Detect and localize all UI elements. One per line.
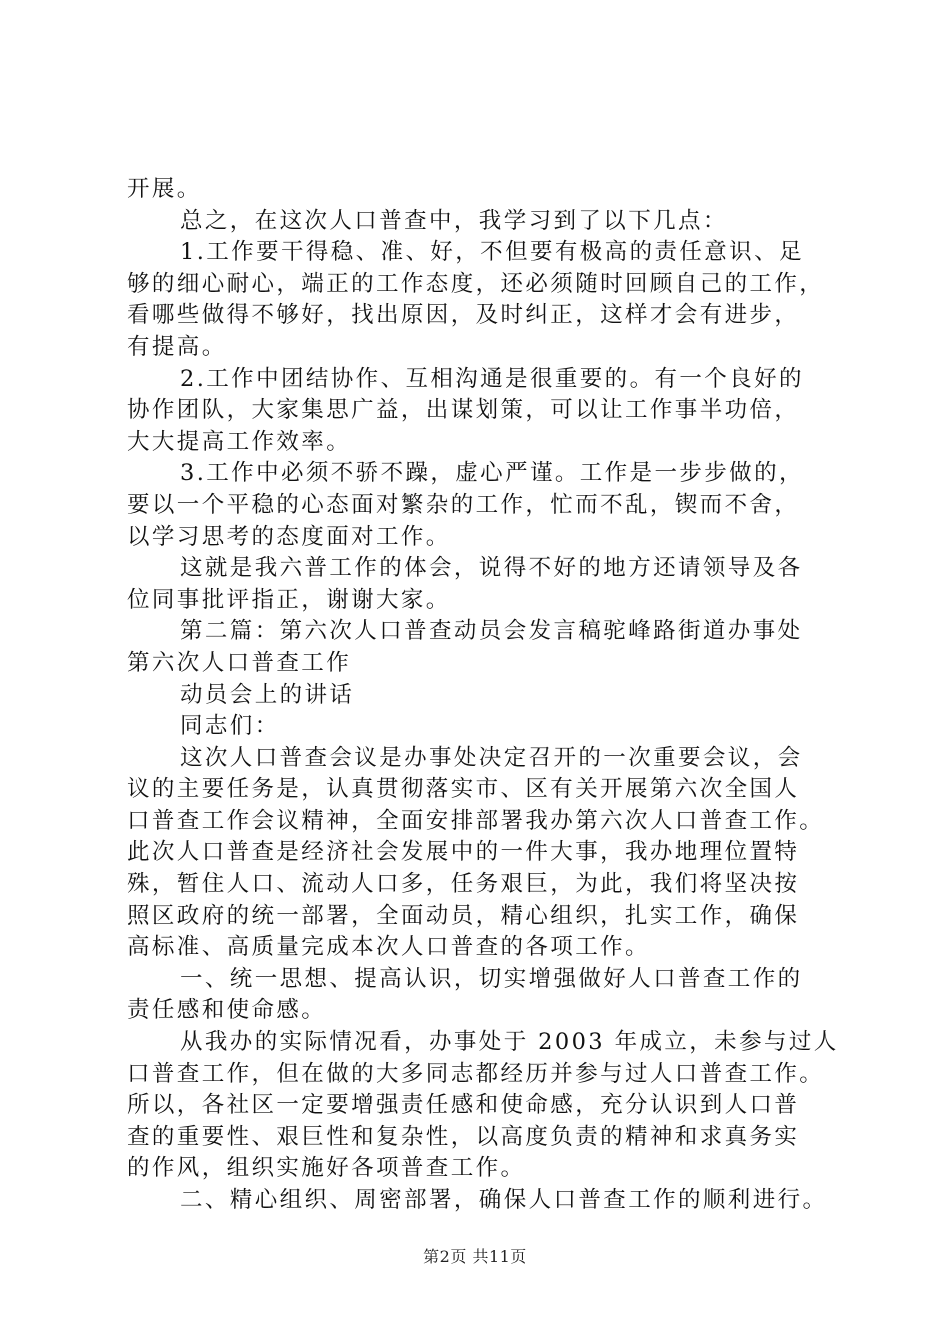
text-line: 大大提高工作效率。 (127, 428, 352, 455)
section-heading: 第二篇：第六次人口普查动员会发言稿驼峰路街道办事处 (180, 618, 803, 645)
text-line: 查的重要性、艰巨性和复杂性，以高度负责的精神和求真务实 (127, 1123, 800, 1150)
text-line: 以学习思考的态度面对工作。 (127, 523, 451, 550)
text-line: 这就是我六普工作的体会，说得不好的地方还请领导及各 (180, 555, 803, 582)
text-line: 3.工作中必须不骄不躁，虚心严谨。工作是一步步做的， (180, 460, 804, 487)
text-line: 责任感和使命感。 (127, 997, 327, 1024)
text-line: 殊，暂住人口、流动人口多，任务艰巨，为此，我们将坚决按 (127, 871, 800, 898)
text-line: 所以，各社区一定要增强责任感和使命感，充分认识到人口普 (127, 1092, 800, 1119)
text-line: 二、精心组织、周密部署，确保人口普查工作的顺利进行。 (180, 1187, 828, 1213)
text-line: 口普查工作，但在做的大多同志都经历并参与过人口普查工作。 (127, 1060, 825, 1087)
text-line: 照区政府的统一部署，全面动员，精心组织，扎实工作，确保 (127, 902, 800, 929)
text-line: 高标准、高质量完成本次人口普查的各项工作。 (127, 934, 650, 961)
salutation: 同志们： (180, 713, 280, 740)
text-line: 2.工作中团结协作、互相沟通是很重要的。有一个良好的 (180, 365, 804, 392)
text-line: 有提高。 (127, 333, 227, 360)
text-line: 的作风，组织实施好各项普查工作。 (127, 1155, 526, 1182)
text-line: 够的细心耐心，端正的工作态度，还必须随时回顾自己的工作， (127, 270, 825, 297)
text-line: 位同事批评指正，谢谢大家。 (127, 586, 451, 613)
text-line: 总之，在这次人口普查中，我学习到了以下几点： (180, 207, 728, 234)
text-line: 议的主要任务是，认真贯彻落实市、区有关开展第六次全国人 (127, 776, 800, 803)
text-line: 这次人口普查会议是办事处决定召开的一次重要会议，会 (180, 744, 803, 771)
text-line: 要以一个平稳的心态面对繁杂的工作，忙而不乱，锲而不舍， (127, 491, 800, 518)
page-number: 第2页 共11页 (423, 1247, 527, 1266)
section-heading: 动员会上的讲话 (180, 681, 355, 708)
text-line: 口普查工作会议精神，全面安排部署我办第六次人口普查工作。 (127, 807, 825, 834)
text-line: 协作团队，大家集思广益，出谋划策，可以让工作事半功倍， (127, 397, 800, 424)
document-body (127, 174, 837, 1217)
text-line: 从我办的实际情况看，办事处于 2003 年成立，未参与过人 (180, 1029, 839, 1056)
text-line: 看哪些做得不够好，找出原因，及时纠正，这样才会有进步， (127, 302, 800, 329)
text-line: 此次人口普查是经济社会发展中的一件大事，我办地理位置特 (127, 839, 800, 866)
section-heading: 第六次人口普查工作 (127, 649, 352, 676)
text-line: 一、统一思想、提高认识，切实增强做好人口普查工作的 (180, 965, 803, 992)
text-line: 开展。 (127, 176, 202, 202)
text-line: 1.工作要干得稳、准、好，不但要有极高的责任意识、足 (180, 239, 804, 266)
